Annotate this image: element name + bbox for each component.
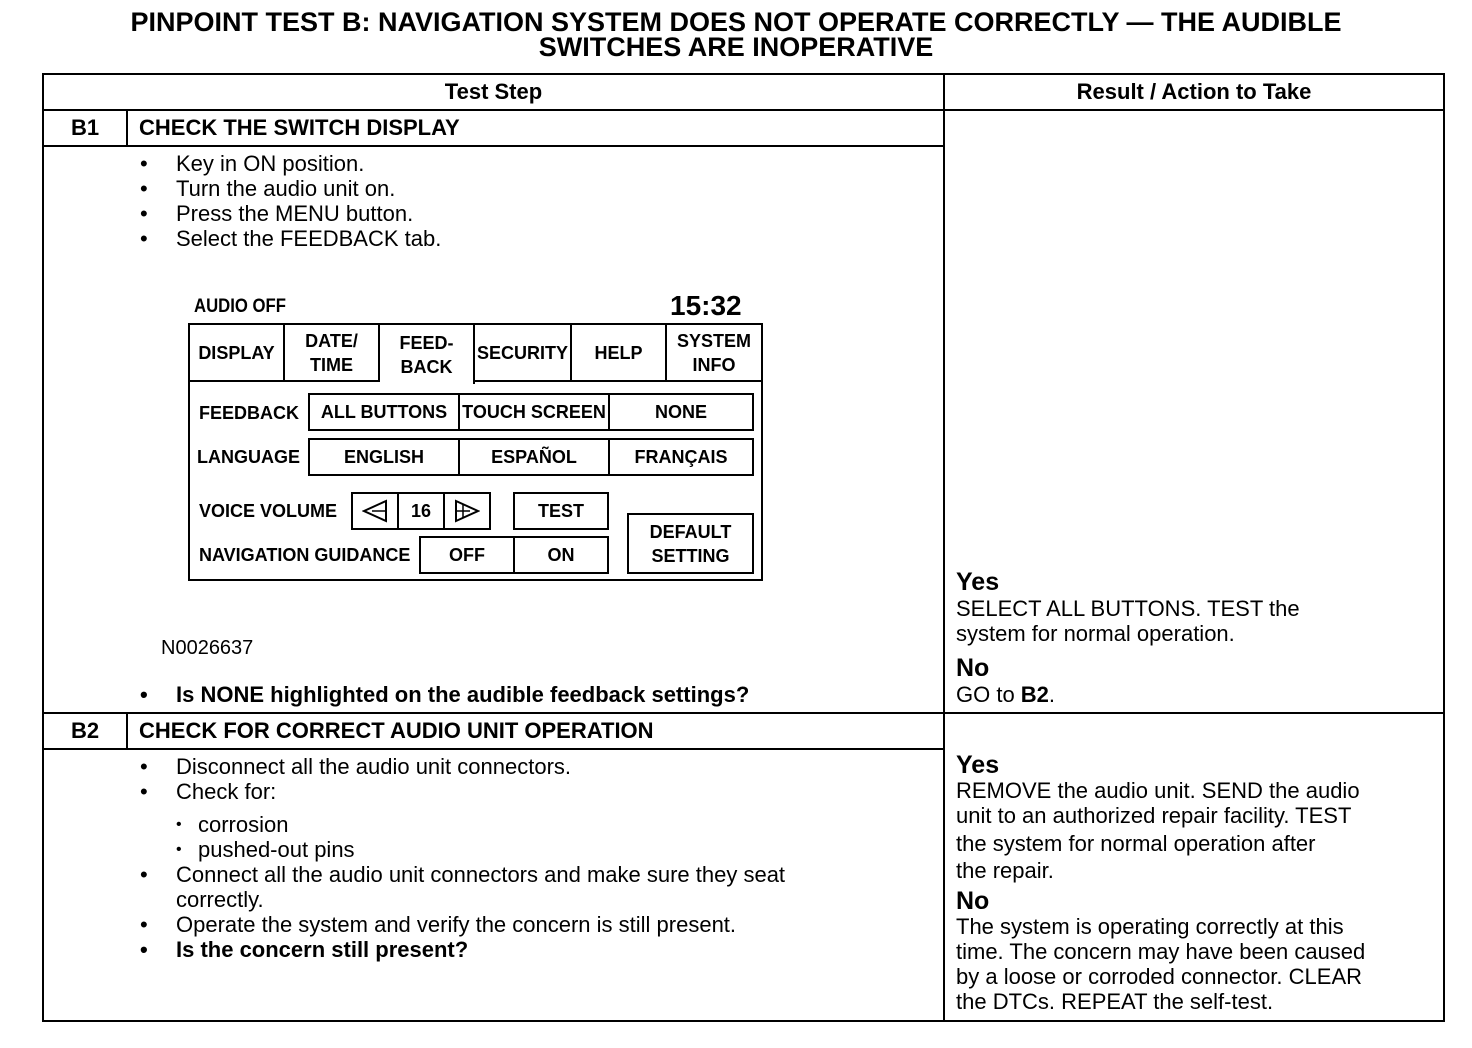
- feedback-option-none-label: NONE: [654, 402, 707, 422]
- b2-yes-line: REMOVE the audio unit. SEND the audio: [956, 778, 1360, 803]
- page-title-line-1: PINPOINT TEST B: NAVIGATION SYSTEM DOES NOT OPERATE CORRECTLY — THE AUDIBLE: [130, 7, 1342, 37]
- language-option-espanol-label: ESPAÑOL: [491, 447, 577, 467]
- step-b1-title: CHECK THE SWITCH DISPLAY: [139, 115, 460, 140]
- b2-no-block: [956, 888, 1440, 1014]
- tab-date-time-line-1: DATE/: [305, 330, 358, 351]
- list-item: • Select the FEEDBACK tab.: [140, 226, 920, 251]
- tab-feedback-line-1: FEED-: [399, 332, 454, 353]
- feedback-option-all-buttons-label: ALL BUTTONS: [320, 402, 448, 422]
- default-setting-button: [627, 513, 754, 574]
- tab-system-info-line-1: SYSTEM: [676, 330, 751, 351]
- step-b2-id: B2: [70, 718, 100, 743]
- tab-security: [475, 325, 572, 382]
- volume-test-label: TEST: [537, 501, 584, 521]
- b2-yes-label: Yes: [956, 751, 1000, 779]
- feedback-option-none: [608, 393, 754, 431]
- tab-display: [190, 325, 285, 382]
- b2-no-line: by a loose or corroded connector. CLEAR: [956, 964, 1363, 989]
- b2-yes-line: unit to an authorized repair facility. TEST: [956, 803, 1352, 828]
- header-test-step: Test Step: [444, 79, 543, 104]
- list-item: • Disconnect all the audio unit connectors.: [140, 754, 930, 779]
- volume-up-button: [443, 492, 491, 530]
- figure-screen: [188, 323, 763, 581]
- language-option-francais: [608, 438, 754, 476]
- b2-bullet3-line-1: Connect all the audio unit connectors and make sure they seat: [176, 862, 786, 887]
- page-title-line-2: SWITCHES ARE INOPERATIVE: [538, 32, 934, 62]
- b1-no-suffix: .: [1048, 682, 1056, 707]
- default-setting-line-2: SETTING: [651, 545, 730, 566]
- volume-test-button: [513, 492, 609, 530]
- list-item: • Check for:: [140, 779, 930, 804]
- step-b2-title: CHECK FOR CORRECT AUDIO UNIT OPERATION: [139, 718, 654, 743]
- triangle-right-icon: [454, 499, 480, 523]
- b1-no-action: [956, 682, 1055, 707]
- header-result-action: Result / Action to Take: [1076, 79, 1312, 104]
- tab-help: [572, 325, 667, 382]
- language-option-francais-label: FRANÇAIS: [634, 447, 728, 467]
- b2-check-items: [176, 812, 930, 862]
- guidance-option-off: [419, 536, 515, 574]
- b2-yes-line: the system for normal operation after: [956, 831, 1316, 856]
- language-label: LANGUAGE: [197, 447, 300, 467]
- step-b1-id: B1: [70, 115, 100, 140]
- tab-feedback-label: [400, 331, 454, 379]
- b1-yes-label: Yes: [956, 568, 1000, 596]
- b2-bullets-b: [140, 862, 930, 962]
- b2-yes-line: the repair.: [956, 858, 1054, 883]
- default-setting-label: [650, 520, 732, 568]
- list-item: • Press the MENU button.: [140, 201, 920, 226]
- language-option-english: [308, 438, 460, 476]
- tab-date-time-line-2: TIME: [309, 354, 353, 375]
- guidance-option-off-label: OFF: [449, 545, 485, 565]
- tab-date-time-label: [305, 329, 358, 377]
- tab-security-label: SECURITY: [476, 342, 568, 363]
- language-option-english-label: ENGLISH: [343, 447, 424, 467]
- tab-help-label: HELP: [594, 342, 643, 363]
- b1-no-label: No: [956, 654, 990, 682]
- b1-yes-line-2: system for normal operation.: [956, 621, 1235, 646]
- feedback-label: FEEDBACK: [199, 403, 300, 423]
- list-item: • Key in ON position.: [140, 151, 920, 176]
- tab-display-label: DISPLAY: [198, 342, 275, 363]
- language-option-espanol: [458, 438, 610, 476]
- list-item: • Is the concern still present?: [140, 937, 930, 962]
- b2-no-label: No: [956, 887, 990, 915]
- volume-down-button: [351, 492, 399, 530]
- feedback-option-touch-screen: [458, 393, 610, 431]
- b2-no-line: The system is operating correctly at this: [956, 914, 1344, 939]
- b1-yes-line-1: SELECT ALL BUTTONS. TEST the: [956, 596, 1300, 621]
- figure-reference-number: N0026637: [161, 637, 254, 659]
- tab-system-info-label: [677, 329, 751, 377]
- step-b1-question: [140, 682, 930, 707]
- step-b2-instructions: [140, 754, 930, 962]
- b1-no-prefix: GO to: [956, 682, 1021, 707]
- default-setting-line-1: DEFAULT: [649, 521, 732, 542]
- tab-feedback: [380, 325, 475, 384]
- volume-value: [397, 492, 445, 530]
- list-item: • Operate the system and verify the concern is still present.: [140, 912, 930, 937]
- list-item: [140, 862, 930, 912]
- tab-system-info: [667, 325, 761, 382]
- b2-yes-block: [956, 752, 1440, 883]
- tab-feedback-line-2: BACK: [400, 356, 453, 377]
- triangle-left-icon: [362, 499, 388, 523]
- step-b1-instructions: [140, 151, 920, 251]
- list-item: • Turn the audio unit on.: [140, 176, 920, 201]
- b2-bullet3-line-2: correctly.: [176, 887, 264, 912]
- list-item: • corrosion: [176, 812, 930, 837]
- tab-system-info-line-2: INFO: [692, 354, 736, 375]
- figure-clock: 15:32: [670, 290, 742, 321]
- navigation-guidance-label: NAVIGATION GUIDANCE: [199, 545, 411, 565]
- voice-volume-label: VOICE VOLUME: [199, 501, 338, 521]
- feedback-option-all-buttons: [308, 393, 460, 431]
- b1-no-target: B2: [1020, 682, 1049, 707]
- b2-bullets-a: [140, 754, 930, 804]
- b2-no-line: time. The concern may have been caused: [956, 939, 1366, 964]
- b2-no-line: the DTCs. REPEAT the self-test.: [956, 989, 1274, 1014]
- list-item: • pushed-out pins: [176, 837, 930, 862]
- tab-date-time: [285, 325, 380, 382]
- list-item: • Is NONE highlighted on the audible feedback settings?: [140, 682, 930, 707]
- volume-value-text: 16: [410, 501, 432, 521]
- feedback-option-touch-screen-label: TOUCH SCREEN: [462, 402, 606, 422]
- guidance-option-on-label: ON: [547, 545, 575, 565]
- guidance-option-on: [513, 536, 609, 574]
- figure-audio-status: AUDIO OFF: [194, 296, 286, 317]
